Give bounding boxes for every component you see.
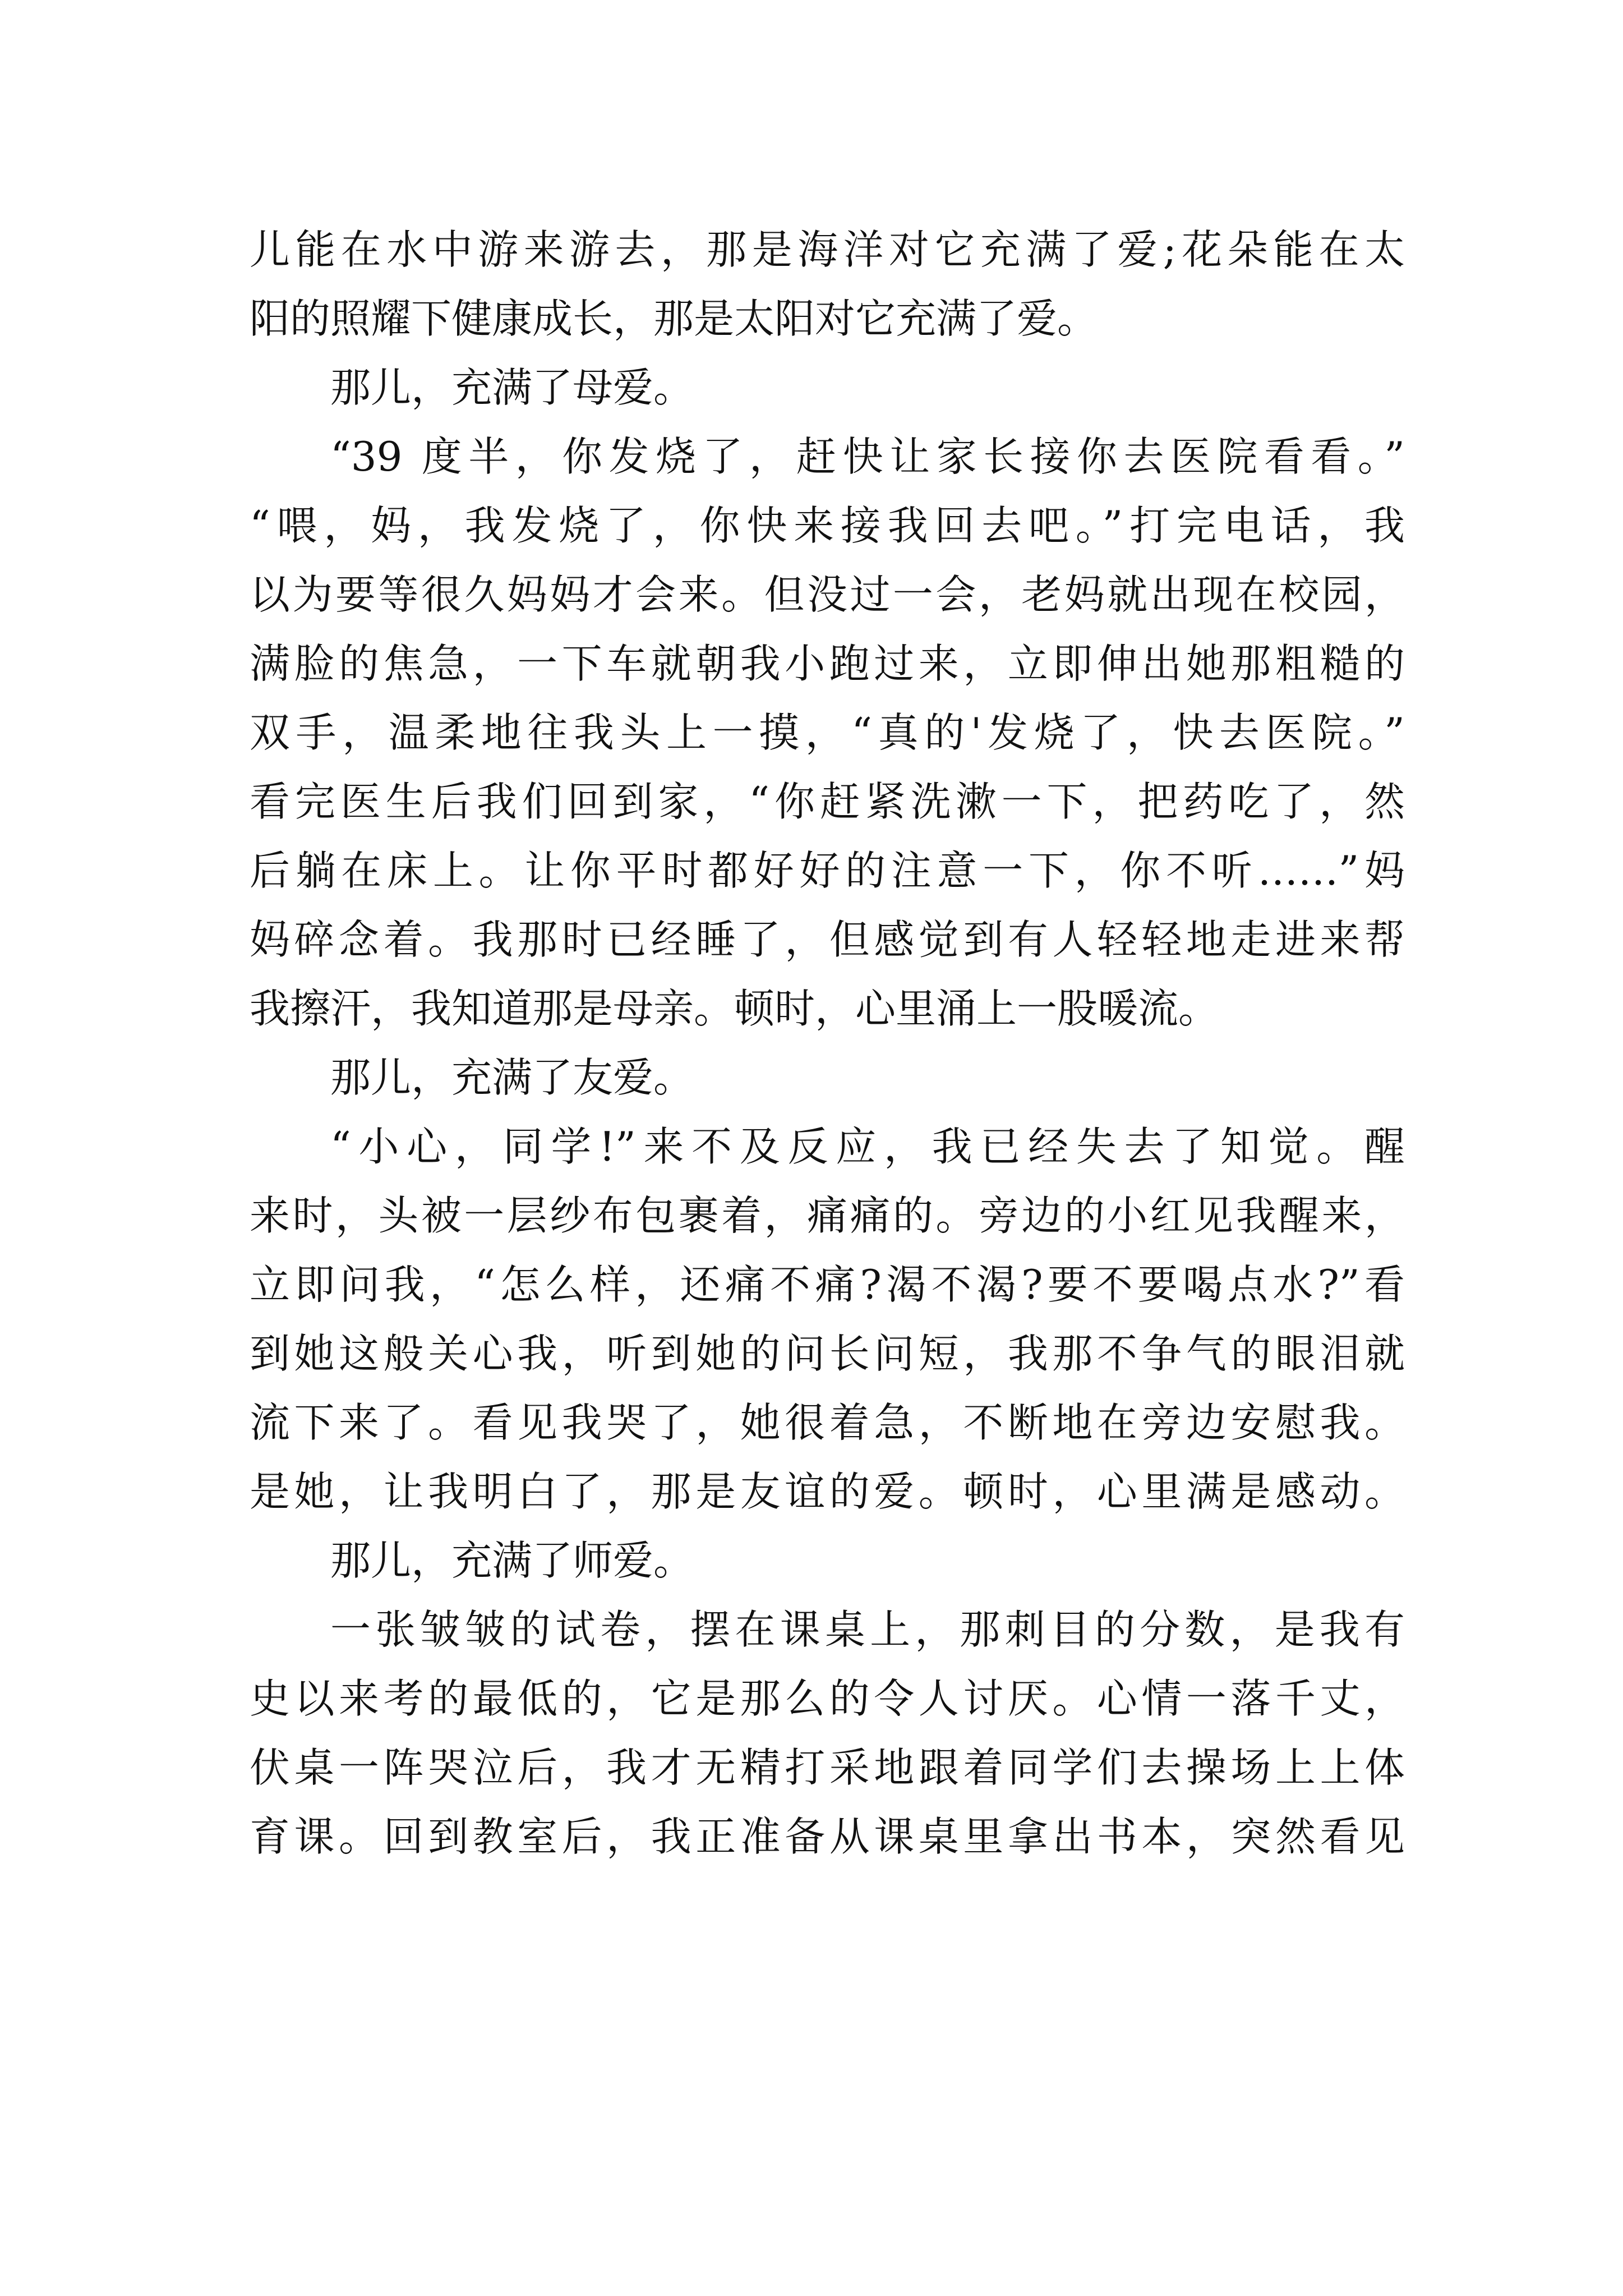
paragraph-line: “喂，妈，我发烧了，你快来接我回去吧。”打完电话，我 [250, 502, 1405, 549]
paragraph-line: 流下来了。看见我哭了，她很着急，不断地在旁边安慰我。 [250, 1399, 1405, 1446]
paragraph-line: 双手，温柔地往我头上一摸，“真的'发烧了，快去医院。” [250, 709, 1405, 756]
paragraph-line: 满脸的焦急，一下车就朝我小跑过来，立即伸出她那粗糙的 [250, 640, 1405, 687]
section-heading-line: 那儿，充满了友爱。 [330, 1054, 694, 1101]
paragraph-line: 以为要等很久妈妈才会来。但没过一会，老妈就出现在校园， [250, 571, 1405, 618]
paragraph-line: 后躺在床上。让你平时都好好的注意一下，你不听……”妈 [250, 847, 1405, 894]
paragraph-line: 到她这般关心我，听到她的问长问短，我那不争气的眼泪就 [250, 1330, 1405, 1377]
paragraph-line: 育课。回到教室后，我正准备从课桌里拿出书本，突然看见 [250, 1813, 1405, 1860]
paragraph-line: 看完医生后我们回到家，“你赶紧洗漱一下，把药吃了，然 [250, 778, 1405, 825]
paragraph-line: 一张皱皱的试卷，摆在课桌上，那刺目的分数，是我有 [330, 1606, 1405, 1653]
paragraph-line: 妈碎念着。我那时已经睡了，但感觉到有人轻轻地走进来帮 [250, 916, 1405, 963]
paragraph-line: 阳的照耀下健康成长，那是太阳对它充满了爱。 [250, 295, 1098, 342]
paragraph-line: “39 度半，你发烧了，赶快让家长接你去医院看看。” [330, 433, 1405, 480]
paragraph-line: 我擦汗，我知道那是母亲。顿时，心里涌上一股暖流。 [250, 985, 1219, 1032]
essay-text [250, 215, 1405, 1871]
paragraph-line: 来时，头被一层纱布包裹着，痛痛的。旁边的小红见我醒来， [250, 1192, 1405, 1239]
paragraph-line: 史以来考的最低的，它是那么的令人讨厌。心情一落千丈， [250, 1675, 1405, 1722]
section-heading-line: 那儿，充满了母爱。 [330, 364, 694, 411]
paragraph-line: 立即问我，“怎么样，还痛不痛?渴不渴?要不要喝点水?”看 [250, 1261, 1405, 1308]
section-heading-line: 那儿，充满了师爱。 [330, 1537, 694, 1584]
paragraph-line: “小心，同学!”来不及反应，我已经失去了知觉。醒 [330, 1123, 1405, 1170]
paragraph-line: 儿能在水中游来游去，那是海洋对它充满了爱;花朵能在太 [250, 226, 1405, 273]
paragraph-line: 是她，让我明白了，那是友谊的爱。顿时，心里满是感动。 [250, 1468, 1405, 1515]
paragraph-line: 伏桌一阵哭泣后，我才无精打采地跟着同学们去操场上上体 [250, 1744, 1405, 1791]
